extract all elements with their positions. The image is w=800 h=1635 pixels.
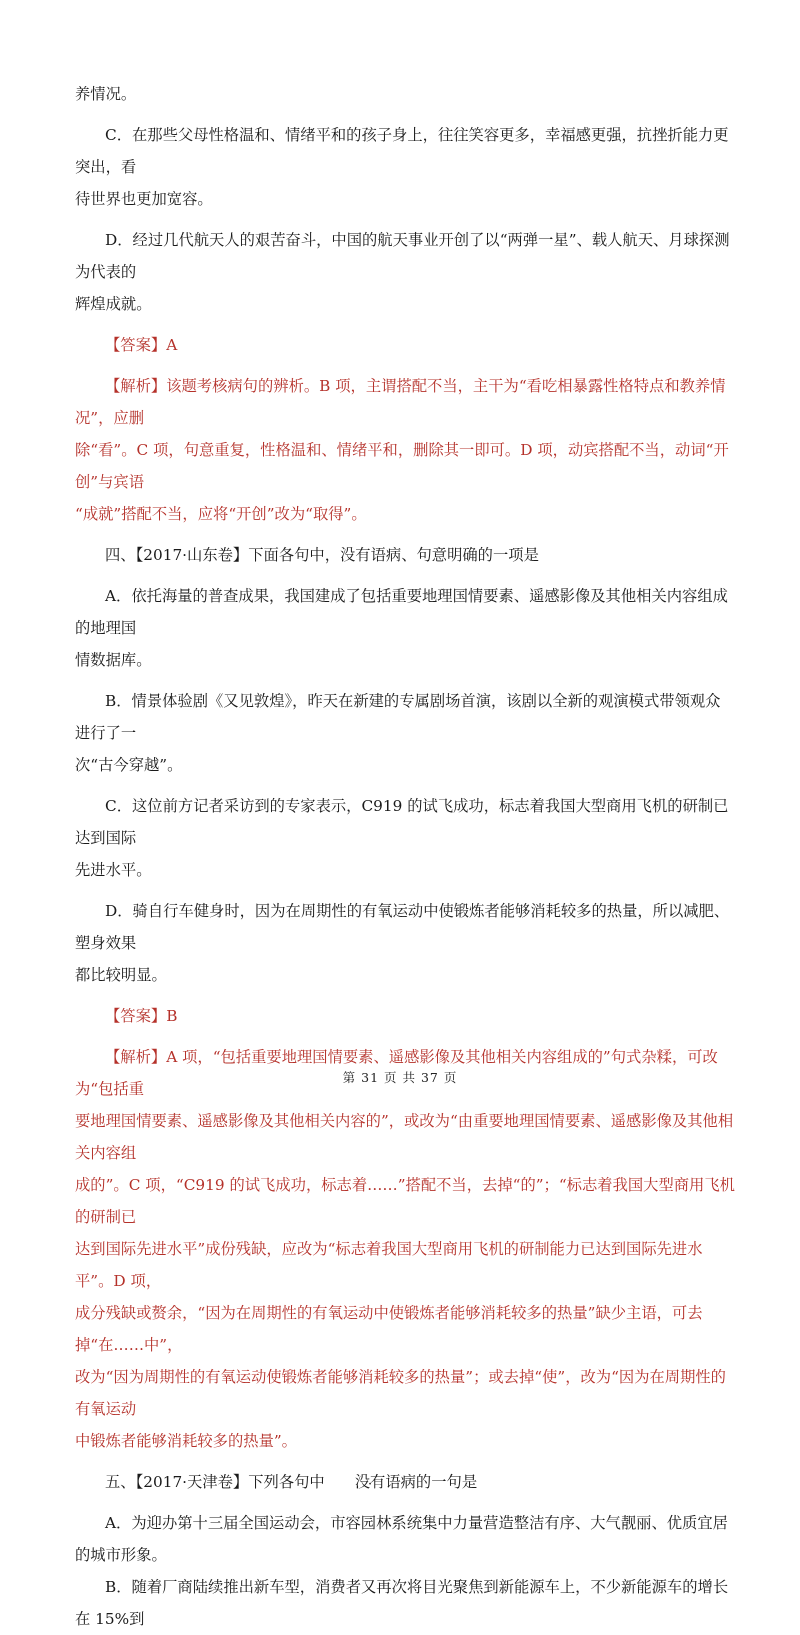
analysis-text: 【解析】该题考核病句的辨析。B 项，主谓搭配不当，主干为“看吃相暴露性格特点和教养情况”，应删 bbox=[75, 377, 726, 427]
analysis-text: 【解析】A 项，“包括重要地理国情要素、遥感影像及其他相关内容组成的”句式杂糅，可改为“包括重 bbox=[75, 1048, 718, 1098]
text-line: 待世界也更加宽容。 bbox=[75, 190, 213, 208]
heading-text: 五、【2017·天津卷】下列各句中 bbox=[105, 1473, 325, 1491]
answer-label: 【答案】A bbox=[105, 336, 178, 354]
option-d: D．经过几代航天人的艰苦奋斗，中国的航天事业开创了以“两弹一星”、载人航天、月球探测为代表的 bbox=[75, 231, 730, 281]
analysis-text: 除“看”。C 项，句意重复，性格温和、情绪平和，删除其一即可。D 项，动宾搭配不当，动词“开创”与宾语 bbox=[75, 441, 729, 491]
analysis-text: 成分残缺或赘余，“因为在周期性的有氧运动中使锻炼者能够消耗较多的热量”缺少主语，可去掉“在……中”， bbox=[75, 1304, 703, 1354]
option-b: B．随着厂商陆续推出新车型，消费者又再次将目光聚焦到新能源车上，不少新能源车的增长在 15%到 bbox=[75, 1578, 729, 1628]
text-line: 先进水平。 bbox=[75, 861, 152, 879]
page-footer: 第 31 页 共 37 页 bbox=[342, 1070, 458, 1085]
question-heading: 四、【2017·山东卷】下面各句中，没有语病、句意明确的一项是 bbox=[105, 546, 539, 564]
answer-label: 【答案】B bbox=[105, 1007, 178, 1025]
option-d: D．骑自行车健身时，因为在周期性的有氧运动中使锻炼者能够消耗较多的热量，所以减肥、塑身效果 bbox=[75, 902, 730, 952]
option-a: A．为迎办第十三届全国运动会，市容园林系统集中力量营造整洁有序、大气靓丽、优质宜居的城市形象。 bbox=[75, 1514, 728, 1564]
analysis-text: 中锻炼者能够消耗较多的热量”。 bbox=[75, 1432, 297, 1450]
page-content bbox=[75, 78, 735, 1635]
analysis-text: 成的”。C 项，“C919 的试飞成功，标志着……”搭配不当，去掉“的”；“标志着我国大型商用飞机的研制已 bbox=[75, 1176, 735, 1226]
text-line: 情数据库。 bbox=[75, 651, 152, 669]
emphasis-dotted-text: 没有 · bbox=[325, 1466, 386, 1498]
text-line: 都比较明显。 bbox=[75, 966, 167, 984]
text-line: 辉煌成就。 bbox=[75, 295, 152, 313]
question-heading bbox=[75, 1466, 735, 1498]
text-line: 次“古今穿越”。 bbox=[75, 756, 183, 774]
analysis-text: 要地理国情要素、遥感影像及其他相关内容的”，或改为“由重要地理国情要素、遥感影像及其他相关内容组 bbox=[75, 1112, 734, 1162]
heading-text: 语病的一句是 bbox=[385, 1473, 478, 1491]
analysis-text: “成就”搭配不当，应将“开创”改为“取得”。 bbox=[75, 505, 367, 523]
text-line: 养情况。 bbox=[75, 85, 137, 103]
option-c: C．这位前方记者采访到的专家表示，C919 的试飞成功，标志着我国大型商用飞机的研制已达到国际 bbox=[75, 797, 729, 847]
analysis-text: 达到国际先进水平”成份残缺，应改为“标志着我国大型商用飞机的研制能力已达到国际先进水平”。D 项， bbox=[75, 1240, 703, 1290]
option-a: A．依托海量的普查成果，我国建成了包括重要地理国情要素、遥感影像及其他相关内容组成的地理国 bbox=[75, 587, 728, 637]
option-b: B．情景体验剧《又见敦煌》，昨天在新建的专属剧场首演，该剧以全新的观演模式带领观众进行了一 bbox=[75, 692, 721, 742]
option-c: C．在那些父母性格温和、情绪平和的孩子身上，往往笑容更多，幸福感更强，抗挫折能力更突出，看 bbox=[75, 126, 729, 176]
analysis-text: 改为“因为周期性的有氧运动使锻炼者能够消耗较多的热量”；或去掉“使”，改为“因为在周期性的有氧运动 bbox=[75, 1368, 726, 1418]
